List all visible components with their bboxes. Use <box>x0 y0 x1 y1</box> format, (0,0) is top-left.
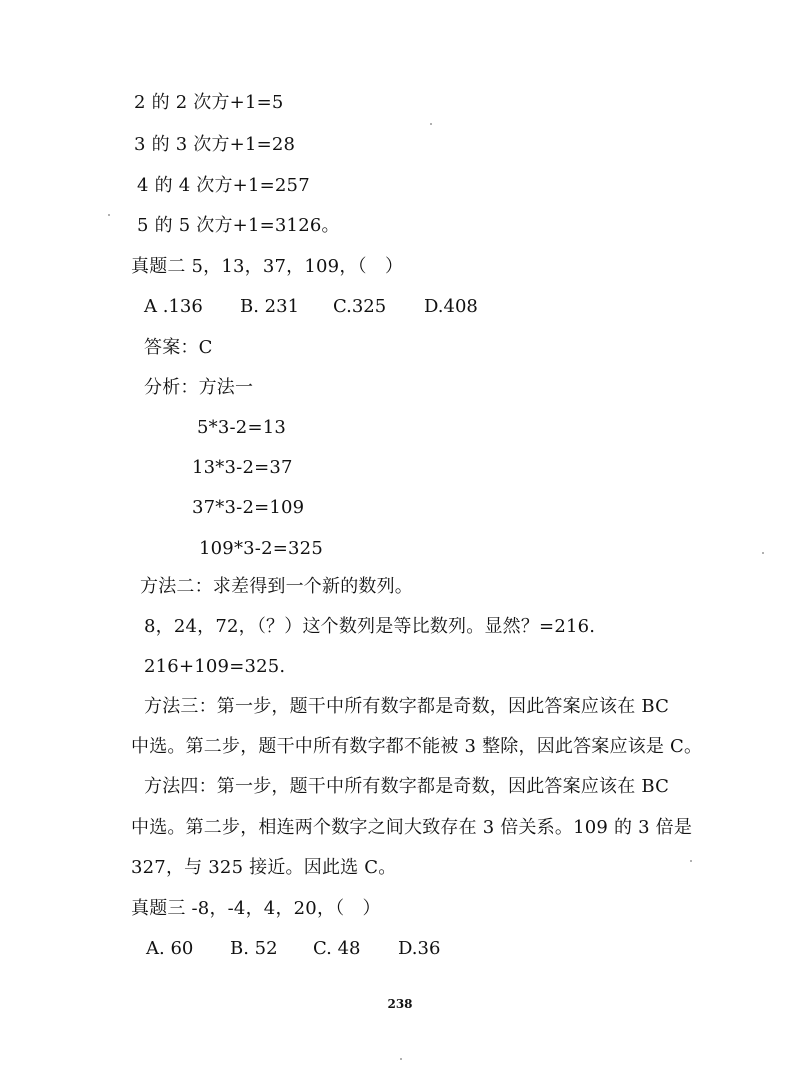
scan-speck <box>108 214 110 216</box>
text-line: 方法四：第一步，题干中所有数字都是奇数，因此答案应该在 BC <box>144 776 670 797</box>
scan-speck <box>690 860 692 862</box>
page-number: 238 <box>387 997 413 1011</box>
text-line: 中选。第二步，题干中所有数字都不能被 3 整除，因此答案应该是 C。 <box>131 736 703 757</box>
option-a: A .136 <box>144 296 203 317</box>
option-d: D.36 <box>398 938 441 959</box>
option-d: D.408 <box>424 296 478 317</box>
text-line: 8，24，72，（？）这个数列是等比数列。显然？=216. <box>144 616 596 637</box>
text-line: 3 的 3 次方+1=28 <box>134 134 296 155</box>
analysis-heading: 分析：方法一 <box>144 377 254 398</box>
equation-line: 37*3-2=109 <box>192 497 305 518</box>
text-line: 4 的 4 次方+1=257 <box>137 175 310 196</box>
answer-line: 答案：C <box>144 337 213 358</box>
text-line: 方法二：求差得到一个新的数列。 <box>140 576 413 597</box>
question-title: 真题二 5，13，37，109，（ ） <box>131 256 404 277</box>
equation-line: 109*3-2=325 <box>199 538 323 559</box>
scan-speck <box>400 1058 402 1060</box>
option-b: B. 52 <box>230 938 278 959</box>
scan-speck <box>762 552 764 554</box>
option-c: C.325 <box>333 296 387 317</box>
option-a: A. 60 <box>146 938 194 959</box>
equation-line: 5*3-2=13 <box>197 417 287 438</box>
text-line: 5 的 5 次方+1=3126。 <box>137 215 340 236</box>
text-line: 216+109=325. <box>144 656 286 677</box>
question-title: 真题三 -8，-4，4，20，（ ） <box>131 898 381 919</box>
text-line: 方法三：第一步，题干中所有数字都是奇数，因此答案应该在 BC <box>144 696 670 717</box>
option-c: C. 48 <box>313 938 361 959</box>
option-b: B. 231 <box>240 296 300 317</box>
text-line: 中选。第二步，相连两个数字之间大致存在 3 倍关系。109 的 3 倍是 <box>131 817 693 838</box>
text-line: 327，与 325 接近。因此选 C。 <box>131 857 397 878</box>
scan-speck <box>430 123 432 125</box>
text-line: 2 的 2 次方+1=5 <box>134 92 284 113</box>
equation-line: 13*3-2=37 <box>192 457 293 478</box>
